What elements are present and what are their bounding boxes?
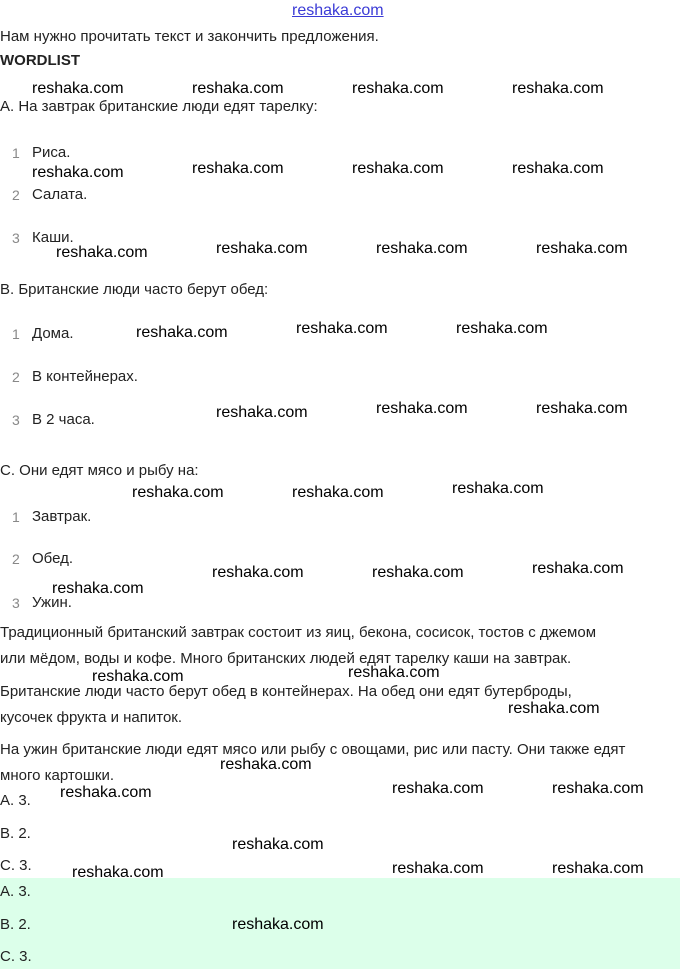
site-header-link[interactable]: reshaka.com [292,2,384,19]
watermark: reshaka.com [376,240,468,257]
watermark: reshaka.com [392,860,484,877]
option-text: Завтрак. [32,508,92,525]
watermark: reshaka.com [32,80,124,97]
watermark: reshaka.com [512,160,604,177]
option-number: 3 [12,230,20,246]
option-text: В 2 часа. [32,411,95,428]
text-line: или мёдом, воды и кофе. Много британских людей едят тарелку каши на завтрак. [0,650,572,667]
option-number: 2 [12,551,20,567]
text-line: Британские люди часто берут обед в контейнерах. На обед они едят бутерброды, [0,683,572,700]
watermark: reshaka.com [52,580,144,597]
watermark: reshaka.com [348,664,440,681]
question-c-prompt: C. Они едят мясо и рыбу на: [0,462,199,479]
watermark: reshaka.com [536,400,628,417]
answer-highlight-line: C. 3. [0,948,32,965]
watermark: reshaka.com [216,240,308,257]
answer-line: B. 2. [0,825,31,842]
watermark: reshaka.com [512,80,604,97]
text-line: Традиционный британский завтрак состоит из яиц, бекона, сосисок, тостов с джемом [0,624,597,641]
answer-highlight-line: B. 2. [0,916,31,933]
watermark: reshaka.com [452,480,544,497]
watermark: reshaka.com [136,324,228,341]
watermark: reshaka.com [192,80,284,97]
watermark: reshaka.com [532,560,624,577]
option-number: 1 [12,326,20,342]
watermark: reshaka.com [392,780,484,797]
answer-highlight-line: A. 3. [0,883,31,900]
watermark: reshaka.com [508,700,600,717]
watermark: reshaka.com [56,244,148,261]
intro-text: Нам нужно прочитать текст и закончить предложения. [0,28,379,45]
option-text: В контейнерах. [32,368,138,385]
question-a-prompt: A. На завтрак британские люди едят тарелку: [0,98,318,115]
option-text: Риса. [32,144,71,161]
option-text: Дома. [32,325,74,342]
wordlist-label: WORDLIST [0,52,80,69]
watermark: reshaka.com [232,916,324,933]
watermark: reshaka.com [552,780,644,797]
option-text: Каши. [32,229,74,246]
watermark: reshaka.com [216,404,308,421]
watermark: reshaka.com [220,756,312,773]
watermark: reshaka.com [536,240,628,257]
watermark: reshaka.com [72,864,164,881]
option-number: 1 [12,509,20,525]
option-text: Салата. [32,186,88,203]
text-line: кусочек фрукта и напиток. [0,709,183,726]
option-text: Ужин. [32,594,72,611]
watermark: reshaka.com [212,564,304,581]
answer-highlight-box [0,878,680,969]
watermark: reshaka.com [552,860,644,877]
watermark: reshaka.com [292,484,384,501]
answer-line: A. 3. [0,792,31,809]
watermark: reshaka.com [376,400,468,417]
text-line: На ужин британские люди едят мясо или рыбу с овощами, рис или пасту. Они также едят [0,741,626,758]
text-line: много картошки. [0,767,115,784]
watermark: reshaka.com [132,484,224,501]
watermark: reshaka.com [456,320,548,337]
watermark: reshaka.com [60,784,152,801]
option-text: Обед. [32,550,74,567]
option-number: 2 [12,187,20,203]
watermark: reshaka.com [232,836,324,853]
question-b-prompt: B. Британские люди часто берут обед: [0,281,269,298]
option-number: 1 [12,145,20,161]
option-number: 2 [12,369,20,385]
option-number: 3 [12,412,20,428]
answer-line: C. 3. [0,857,32,874]
option-number: 3 [12,595,20,611]
watermark: reshaka.com [296,320,388,337]
watermark: reshaka.com [32,164,124,181]
watermark: reshaka.com [92,668,184,685]
watermark: reshaka.com [192,160,284,177]
watermark: reshaka.com [372,564,464,581]
watermark: reshaka.com [352,160,444,177]
watermark: reshaka.com [352,80,444,97]
